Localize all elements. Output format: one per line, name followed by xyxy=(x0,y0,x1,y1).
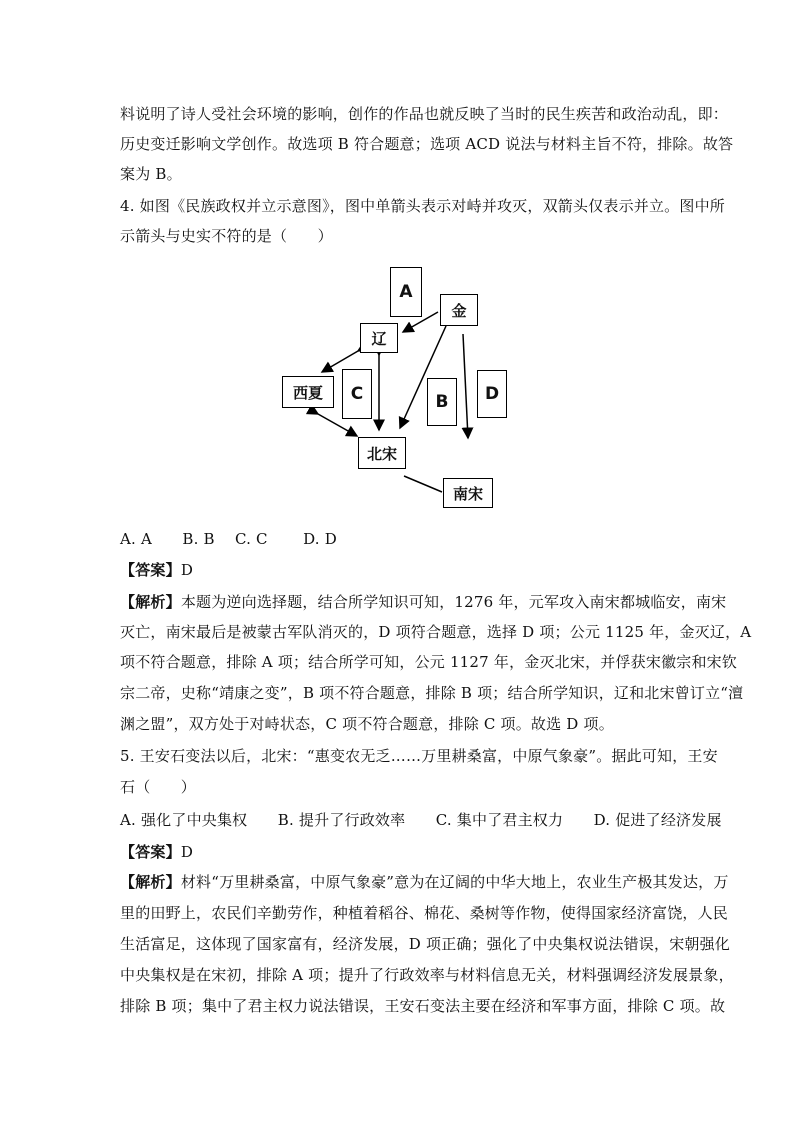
question-4-analysis-5: 渊之盟”，双方处于对峙状态，C 项不符合题意，排除 C 项。故选 D 项。 xyxy=(120,715,614,733)
question-4-options: A. A B. B C. C D. D xyxy=(120,530,337,548)
text-line-3: 案为 B。 xyxy=(120,165,182,183)
question-5-stem-2: 石（ ） xyxy=(120,778,197,796)
box-beisong: 北宋 xyxy=(358,437,406,469)
question-4-analysis-4: 宗二帝，史称“靖康之变”，B 项不符合题意，排除 B 项；结合所学知识，辽和北宋曾订立“澶 xyxy=(120,684,744,702)
regime-diagram xyxy=(270,262,510,512)
question-5-analysis-1 xyxy=(120,872,729,892)
label-a-box: A xyxy=(390,267,422,317)
label-c-box: C xyxy=(342,369,372,419)
analysis-label: 【解析】 xyxy=(120,593,181,611)
answer-value: D xyxy=(180,843,194,861)
question-4-answer xyxy=(120,560,193,580)
text-line-1: 料说明了诗人受社会环境的影响，创作的作品也就反映了当时的民生疾苦和政治动乱，即： xyxy=(120,105,729,123)
box-liao: 辽 xyxy=(360,323,398,353)
question-4-analysis-1 xyxy=(120,592,726,612)
question-5-analysis-2: 里的田野上，农民们辛勤劳作，种植着稻谷、棉花、桑树等作物，使得国家经济富饶，人民 xyxy=(120,904,729,922)
question-4-stem-1: 4. 如图《民族政权并立示意图》，图中单箭头表示对峙并攻灭，双箭头仅表示并立。图中所 xyxy=(120,197,725,215)
answer-label: 【答案】 xyxy=(120,843,181,861)
question-4-analysis-3: 项不符合题意，排除 A 项；结合所学可知，公元 1127 年，金灭北宋，并俘获宋徽宗和宋钦 xyxy=(120,653,738,671)
analysis-text: 材料“万里耕桑富，中原气象豪”意为在辽阔的中华大地上，农业生产极其发达，万 xyxy=(180,873,729,891)
question-5-analysis-3: 生活富足，这体现了国家富有，经济发展，D 项正确；强化了中央集权说法错误，宋朝强化 xyxy=(120,935,730,953)
question-5-options: A. 强化了中央集权 B. 提升了行政效率 C. 集中了君主权力 D. 促进了经济发展 xyxy=(120,811,722,829)
box-nansong: 南宋 xyxy=(443,478,493,508)
question-4-analysis-2: 灭亡，南宋最后是被蒙古军队消灭的，D 项符合题意，选择 D 项；公元 1125 年，金灭辽，A xyxy=(120,623,752,641)
question-5-answer xyxy=(120,842,193,862)
question-5-stem-1: 5. 王安石变法以后，北宋：“惠变农无乏……万里耕桑富，中原气象豪”。据此可知，王安 xyxy=(120,747,718,765)
answer-value: D xyxy=(180,561,194,579)
box-xixia: 西夏 xyxy=(282,376,334,408)
arrow-jin-nansong xyxy=(463,334,468,438)
question-4-stem-2: 示箭头与史实不符的是（ ） xyxy=(120,227,333,245)
answer-label: 【答案】 xyxy=(120,561,181,579)
analysis-text: 本题为逆向选择题，结合所学知识可知，1276 年，元军攻入南宋都城临安，南宋 xyxy=(180,593,727,611)
line-beisong-nansong xyxy=(404,476,442,492)
question-5-analysis-5: 排除 B 项；集中了君主权力说法错误，王安石变法主要在经济和军事方面，排除 C 项。故 xyxy=(120,997,726,1015)
label-b-box: B xyxy=(427,378,457,426)
text-line-2: 历史变迁影响文学创作。故选项 B 符合题意；选项 ACD 说法与材料主旨不符，排除。故答 xyxy=(120,135,734,153)
label-d-box: D xyxy=(477,370,507,418)
box-jin: 金 xyxy=(440,294,478,326)
question-5-analysis-4: 中央集权是在宋初，排除 A 项；提升了行政效率与材料信息无关，材料强调经济发展景象， xyxy=(120,966,734,984)
analysis-label: 【解析】 xyxy=(120,873,181,891)
